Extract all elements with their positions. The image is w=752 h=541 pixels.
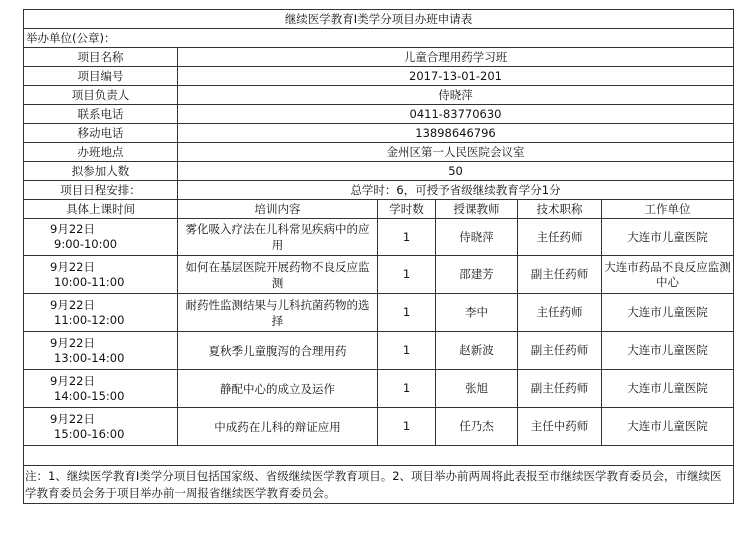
column-header: 学时数 <box>378 200 436 219</box>
session-time-cell <box>24 256 178 294</box>
session-date: 9月22日 <box>50 373 95 388</box>
table-row <box>24 256 734 294</box>
session-hours: 1 <box>378 256 436 294</box>
session-date: 9月22日 <box>50 335 95 350</box>
info-label: 拟参加人数 <box>24 162 178 181</box>
info-label: 移动电话 <box>24 124 178 143</box>
info-value: 0411-83770630 <box>178 105 734 124</box>
info-value: 金州区第一人民医院会议室 <box>178 143 734 162</box>
info-label: 项目编号 <box>24 67 178 86</box>
session-date: 9月22日 <box>50 259 95 274</box>
session-hours: 1 <box>378 408 436 446</box>
session-content: 静配中心的成立及运作 <box>178 370 378 408</box>
session-time-cell <box>24 408 178 446</box>
table-row <box>24 219 734 256</box>
column-header: 工作单位 <box>602 200 734 219</box>
blank-cell <box>24 446 734 466</box>
session-teacher-title: 副主任药师 <box>518 332 602 370</box>
session-time: 13:00-14:00 <box>54 350 125 365</box>
session-content: 中成药在儿科的辩证应用 <box>178 408 378 446</box>
session-time: 11:00-12:00 <box>54 312 125 327</box>
info-row-phone <box>24 105 734 124</box>
session-teacher: 赵新波 <box>436 332 518 370</box>
info-label: 联系电话 <box>24 105 178 124</box>
session-hours: 1 <box>378 294 436 332</box>
session-teacher: 邵建芳 <box>436 256 518 294</box>
session-teacher-title: 主任药师 <box>518 219 602 256</box>
session-unit: 大连市儿童医院 <box>602 219 734 256</box>
column-header: 技术职称 <box>518 200 602 219</box>
session-hours: 1 <box>378 332 436 370</box>
session-unit: 大连市儿童医院 <box>602 408 734 446</box>
session-date: 9月22日 <box>50 222 95 236</box>
application-table <box>23 9 734 504</box>
session-time-cell <box>24 219 178 256</box>
session-teacher: 李中 <box>436 294 518 332</box>
info-label: 办班地点 <box>24 143 178 162</box>
session-time-cell <box>24 370 178 408</box>
info-value: 50 <box>178 162 734 181</box>
form-title: 继续医学教育I类学分项目办班申请表 <box>24 10 734 29</box>
session-unit: 大连市儿童医院 <box>602 370 734 408</box>
table-row <box>24 370 734 408</box>
column-header: 授课教师 <box>436 200 518 219</box>
info-row-mobile <box>24 124 734 143</box>
session-unit: 大连市儿童医院 <box>602 332 734 370</box>
session-teacher: 张旭 <box>436 370 518 408</box>
column-header: 培训内容 <box>178 200 378 219</box>
info-row-location <box>24 143 734 162</box>
info-label: 项目名称 <box>24 48 178 67</box>
table-row <box>24 408 734 446</box>
session-teacher: 侍晓萍 <box>436 219 518 256</box>
session-unit: 大连市儿童医院 <box>602 294 734 332</box>
session-content: 夏秋季儿童腹泻的合理用药 <box>178 332 378 370</box>
session-hours: 1 <box>378 370 436 408</box>
session-teacher-title: 主任药师 <box>518 294 602 332</box>
session-time: 15:00-16:00 <box>54 426 125 441</box>
session-time-cell <box>24 332 178 370</box>
table-row <box>24 332 734 370</box>
info-row-attendees <box>24 162 734 181</box>
info-value: 侍晓萍 <box>178 86 734 105</box>
info-row-project-number <box>24 67 734 86</box>
session-hours: 1 <box>378 219 436 256</box>
application-form <box>23 9 733 504</box>
info-row-schedule <box>24 181 734 200</box>
info-row-project-name <box>24 48 734 67</box>
column-header: 具体上课时间 <box>24 200 178 219</box>
session-time: 14:00-15:00 <box>54 388 125 403</box>
info-value: 总学时：6，可授予省级继续教育学分1分 <box>178 181 734 200</box>
organizer-row <box>24 29 734 48</box>
session-teacher-title: 主任中药师 <box>518 408 602 446</box>
session-content: 耐药性监测结果与儿科抗菌药物的选择 <box>178 294 378 332</box>
info-row-project-leader <box>24 86 734 105</box>
session-date: 9月22日 <box>50 297 95 312</box>
info-value: 儿童合理用药学习班 <box>178 48 734 67</box>
session-content: 雾化吸入疗法在儿科常见疾病中的应用 <box>178 219 378 256</box>
session-teacher-title: 副主任药师 <box>518 370 602 408</box>
schedule-header-row <box>24 200 734 219</box>
organizer-label: 举办单位(公章)： <box>24 29 734 48</box>
info-value: 13898646796 <box>178 124 734 143</box>
info-label: 项目日程安排： <box>24 181 178 200</box>
footnote: 注：1、继续医学教育Ⅰ类学分项目包括国家级、省级继续医学教育项目。2、项目举办前两周将此表报至市继续医学教育委员会，市继续医学教育委员会务于项目举办前一周报省继续医学教育委员会。 <box>24 466 734 504</box>
session-time-cell <box>24 294 178 332</box>
session-time: 9:00-10:00 <box>54 237 118 251</box>
session-teacher-title: 副主任药师 <box>518 256 602 294</box>
info-label: 项目负责人 <box>24 86 178 105</box>
session-date: 9月22日 <box>50 411 95 426</box>
blank-row <box>24 446 734 466</box>
session-unit: 大连市药品不良反应监测中心 <box>602 256 734 294</box>
session-time: 10:00-11:00 <box>54 274 125 289</box>
info-value: 2017-13-01-201 <box>178 67 734 86</box>
note-row <box>24 466 734 504</box>
title-row <box>24 10 734 29</box>
session-teacher: 任乃杰 <box>436 408 518 446</box>
table-row <box>24 294 734 332</box>
session-content: 如何在基层医院开展药物不良反应监测 <box>178 256 378 294</box>
